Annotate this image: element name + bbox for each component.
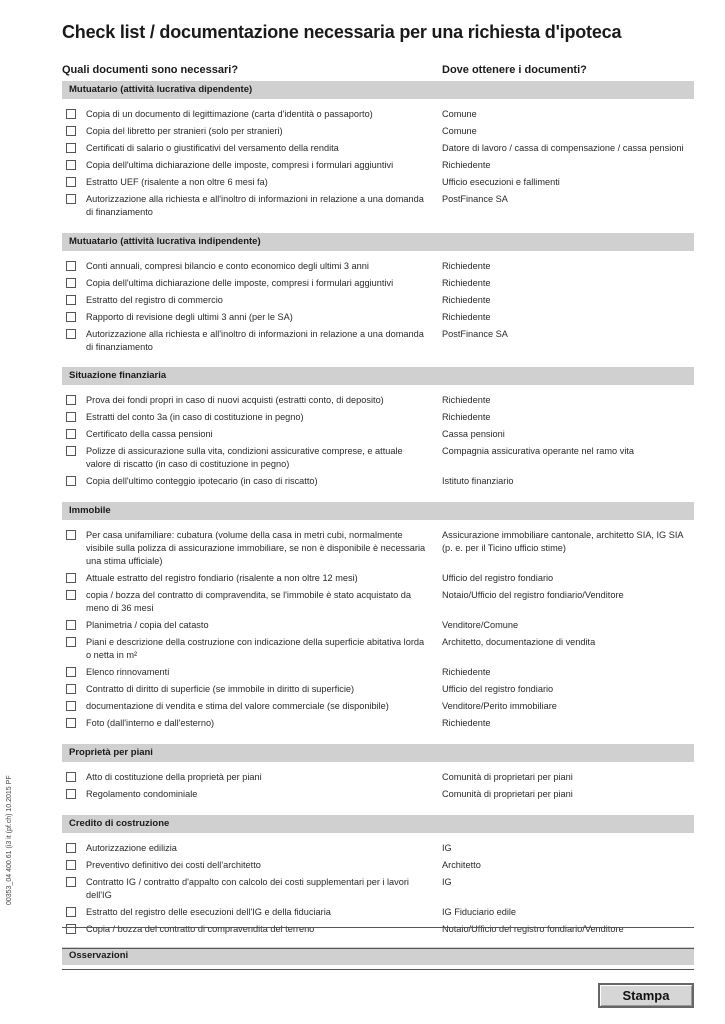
section-header: Situazione finanziaria	[62, 367, 694, 385]
document-source: Richiedente	[442, 261, 491, 271]
notes-line[interactable]	[62, 948, 694, 949]
document-source: Datore di lavoro / cassa di compensazione / cassa pensioni	[442, 143, 684, 153]
checkbox[interactable]	[66, 177, 76, 187]
document-name: Contratto IG / contratto d'appalto con calcolo dei costi supplementari per i lavori dell'IG	[86, 877, 409, 900]
document-source: Comune	[442, 109, 477, 119]
document-code: 00353_04 400.61 (i3 it (pf.ch) 10.2015 PF	[6, 775, 13, 905]
document-source: Richiedente	[442, 295, 491, 305]
document-name: Certificato della cassa pensioni	[86, 429, 213, 439]
document-source: Comunità di proprietari per piani	[442, 789, 573, 799]
document-source: Richiedente	[442, 395, 491, 405]
checkbox[interactable]	[66, 261, 76, 271]
checklist-item	[62, 428, 694, 441]
document-source: Richiedente	[442, 278, 491, 288]
document-name: copia / bozza del contratto di compravendita, se l'immobile è stato acquistato da meno di 36 mesi	[86, 590, 412, 613]
document-name: Estratto UEF (risalente a non oltre 6 mesi fa)	[86, 177, 268, 187]
document-name: Estratti del conto 3a (in caso di costituzione in pegno)	[86, 412, 304, 422]
checklist-item	[62, 906, 694, 919]
column-header-sources: Dove ottenere i documenti?	[442, 64, 587, 76]
checkbox[interactable]	[66, 637, 76, 647]
checkbox[interactable]	[66, 395, 76, 405]
checklist-item	[62, 328, 694, 354]
checkbox[interactable]	[66, 295, 76, 305]
checkbox[interactable]	[66, 789, 76, 799]
checklist-item	[62, 475, 694, 488]
checkbox[interactable]	[66, 701, 76, 711]
section-header: Proprietà per piani	[62, 744, 694, 762]
document-source: Comunità di proprietari per piani	[442, 772, 573, 782]
document-source: IG Fiduciario edile	[442, 907, 517, 917]
document-name: Copia di un documento di legittimazione (carta d'identità o passaporto)	[86, 109, 373, 119]
checklist-item	[62, 589, 694, 615]
document-source: Architetto, documentazione di vendita	[442, 637, 596, 647]
document-name: Planimetria / copia del catasto	[86, 620, 209, 630]
document-name: Rapporto di revisione degli ultimi 3 anni (per le SA)	[86, 312, 293, 322]
checklist-item	[62, 445, 694, 471]
document-source: Ufficio del registro fondiario	[442, 573, 554, 583]
checkbox[interactable]	[66, 907, 76, 917]
checklist-item	[62, 876, 694, 902]
checklist-item	[62, 788, 694, 801]
checkbox[interactable]	[66, 530, 76, 540]
document-source: IG	[442, 843, 452, 853]
checklist-item	[62, 176, 694, 189]
document-source: Richiedente	[442, 667, 491, 677]
document-source: Venditore/Perito immobiliare	[442, 701, 557, 711]
section-header: Credito di costruzione	[62, 815, 694, 833]
document-source: Richiedente	[442, 160, 491, 170]
checkbox[interactable]	[66, 278, 76, 288]
section-header: Mutuatario (attività lucrativa indipendente)	[62, 233, 694, 251]
checklist	[62, 81, 694, 965]
document-name: Estratto del registro di commercio	[86, 295, 223, 305]
checklist-item	[62, 636, 694, 662]
section-header: Immobile	[62, 502, 694, 520]
document-source: IG	[442, 877, 452, 887]
document-source: Assicurazione immobiliare cantonale, architetto SIA, IG SIA (p. e. per il Ticino ufficio stime)	[442, 530, 684, 553]
document-name: Attuale estratto del registro fondiario (risalente a non oltre 12 mesi)	[86, 573, 358, 583]
checkbox[interactable]	[66, 126, 76, 136]
document-source: Ufficio del registro fondiario	[442, 684, 554, 694]
checklist-item	[62, 923, 694, 936]
checklist-item	[62, 411, 694, 424]
column-header-documents: Quali documenti sono necessari?	[62, 64, 239, 76]
document-name: Contratto di diritto di superficie (se immobile in diritto di superficie)	[86, 684, 355, 694]
checkbox[interactable]	[66, 446, 76, 456]
document-source: Cassa pensioni	[442, 429, 505, 439]
checkbox[interactable]	[66, 312, 76, 322]
document-name: Atto di costituzione della proprietà per piani	[86, 772, 262, 782]
document-name: Autorizzazione alla richiesta e all'inoltro di informazioni in relazione a una domanda di finanziamento	[86, 329, 424, 352]
checklist-item	[62, 125, 694, 138]
document-source: Compagnia assicurativa operante nel ramo vita	[442, 446, 635, 456]
document-name: Foto (dall'interno e dall'esterno)	[86, 718, 215, 728]
checkbox[interactable]	[66, 573, 76, 583]
checklist-item	[62, 859, 694, 872]
checkbox[interactable]	[66, 718, 76, 728]
document-name: Regolamento condominiale	[86, 789, 198, 799]
document-source: Richiedente	[442, 412, 491, 422]
document-source: Notaio/Ufficio del registro fondiario/Venditore	[442, 590, 624, 600]
checkbox[interactable]	[66, 109, 76, 119]
checklist-item	[62, 842, 694, 855]
document-name: Piani e descrizione della costruzione con indicazione della superficie abitativa lorda o netta in m²	[86, 637, 425, 660]
checkbox[interactable]	[66, 843, 76, 853]
checkbox[interactable]	[66, 160, 76, 170]
document-source: Comune	[442, 126, 477, 136]
checklist-item	[62, 683, 694, 696]
checkbox[interactable]	[66, 620, 76, 630]
checklist-item	[62, 717, 694, 730]
checklist-item	[62, 666, 694, 679]
notes-line[interactable]	[62, 927, 694, 928]
checkbox[interactable]	[66, 476, 76, 486]
checkbox[interactable]	[66, 590, 76, 600]
checklist-item	[62, 277, 694, 290]
document-source: PostFinance SA	[442, 194, 508, 204]
checkbox[interactable]	[66, 877, 76, 887]
document-name: Prova dei fondi propri in caso di nuovi acquisti (estratti conto, di deposito)	[86, 395, 384, 405]
notes-line[interactable]	[62, 969, 694, 970]
document-source: Istituto finanziario	[442, 476, 514, 486]
document-name: Copia dell'ultimo conteggio ipotecario (in caso di riscatto)	[86, 476, 318, 486]
checklist-item	[62, 700, 694, 713]
document-name: Copia dell'ultima dichiarazione delle imposte, compresi i formulari aggiuntivi	[86, 278, 394, 288]
checklist-item	[62, 260, 694, 273]
checkbox[interactable]	[66, 924, 76, 934]
document-source: Architetto	[442, 860, 481, 870]
document-name: Estratto del registro delle esecuzioni dell'IG e della fiduciaria	[86, 907, 331, 917]
document-name: Copia dell'ultima dichiarazione delle imposte, compresi i formulari aggiuntivi	[86, 160, 394, 170]
document-source: PostFinance SA	[442, 329, 508, 339]
document-name: Elenco rinnovamenti	[86, 667, 170, 677]
page-title: Check list / documentazione necessaria per una richiesta d'ipoteca	[62, 22, 622, 42]
section-header: Osservazioni	[62, 947, 694, 965]
checklist-item	[62, 159, 694, 172]
document-name: Polizze di assicurazione sulla vita, condizioni assicurative comprese, e attuale valore di riscatto (in caso di costituzione in pegno)	[86, 446, 403, 469]
checklist-item	[62, 294, 694, 307]
checkbox[interactable]	[66, 412, 76, 422]
checkbox[interactable]	[66, 860, 76, 870]
checklist-item	[62, 619, 694, 632]
document-name: Copia del libretto per stranieri (solo per stranieri)	[86, 126, 283, 136]
checkbox[interactable]	[66, 772, 76, 782]
document-name: documentazione di vendita e stima del valore commerciale (se disponibile)	[86, 701, 389, 711]
document-name: Preventivo definitivo dei costi dell'architetto	[86, 860, 261, 870]
checklist-item	[62, 142, 694, 155]
document-name: Certificati di salario o giustificativi del versamento della rendita	[86, 143, 339, 153]
checklist-item	[62, 572, 694, 585]
document-source: Richiedente	[442, 312, 491, 322]
document-source: Notaio/Ufficio del registro fondiario/Venditore	[442, 924, 624, 934]
document-name: Conti annuali, compresi bilancio e conto economico degli ultimi 3 anni	[86, 261, 369, 271]
checklist-item	[62, 771, 694, 784]
checklist-item	[62, 108, 694, 121]
checkbox[interactable]	[66, 329, 76, 339]
document-source: Venditore/Comune	[442, 620, 519, 630]
document-name: Autorizzazione alla richiesta e all'inoltro di informazioni in relazione a una domanda di finanziamento	[86, 194, 424, 217]
print-button[interactable]: Stampa	[598, 983, 694, 1008]
checklist-item	[62, 394, 694, 407]
document-source: Ufficio esecuzioni e fallimenti	[442, 177, 560, 187]
document-name: Autorizzazione edilizia	[86, 843, 177, 853]
checkbox[interactable]	[66, 684, 76, 694]
checkbox[interactable]	[66, 143, 76, 153]
checklist-item	[62, 193, 694, 219]
checkbox[interactable]	[66, 667, 76, 677]
section-header: Mutuatario (attività lucrativa dipendente)	[62, 81, 694, 99]
checkbox[interactable]	[66, 429, 76, 439]
checklist-item	[62, 311, 694, 324]
document-name: Per casa unifamiliare: cubatura (volume della casa in metri cubi, normalmente visibile sulla polizza di assicurazione immobiliare, se non è disponibile è necessaria una stima ufficiale)	[86, 530, 426, 566]
document-source: Richiedente	[442, 718, 491, 728]
checklist-item	[62, 529, 694, 568]
document-name: Copia / bozza del contratto di compravendita del terreno	[86, 924, 315, 934]
checkbox[interactable]	[66, 194, 76, 204]
